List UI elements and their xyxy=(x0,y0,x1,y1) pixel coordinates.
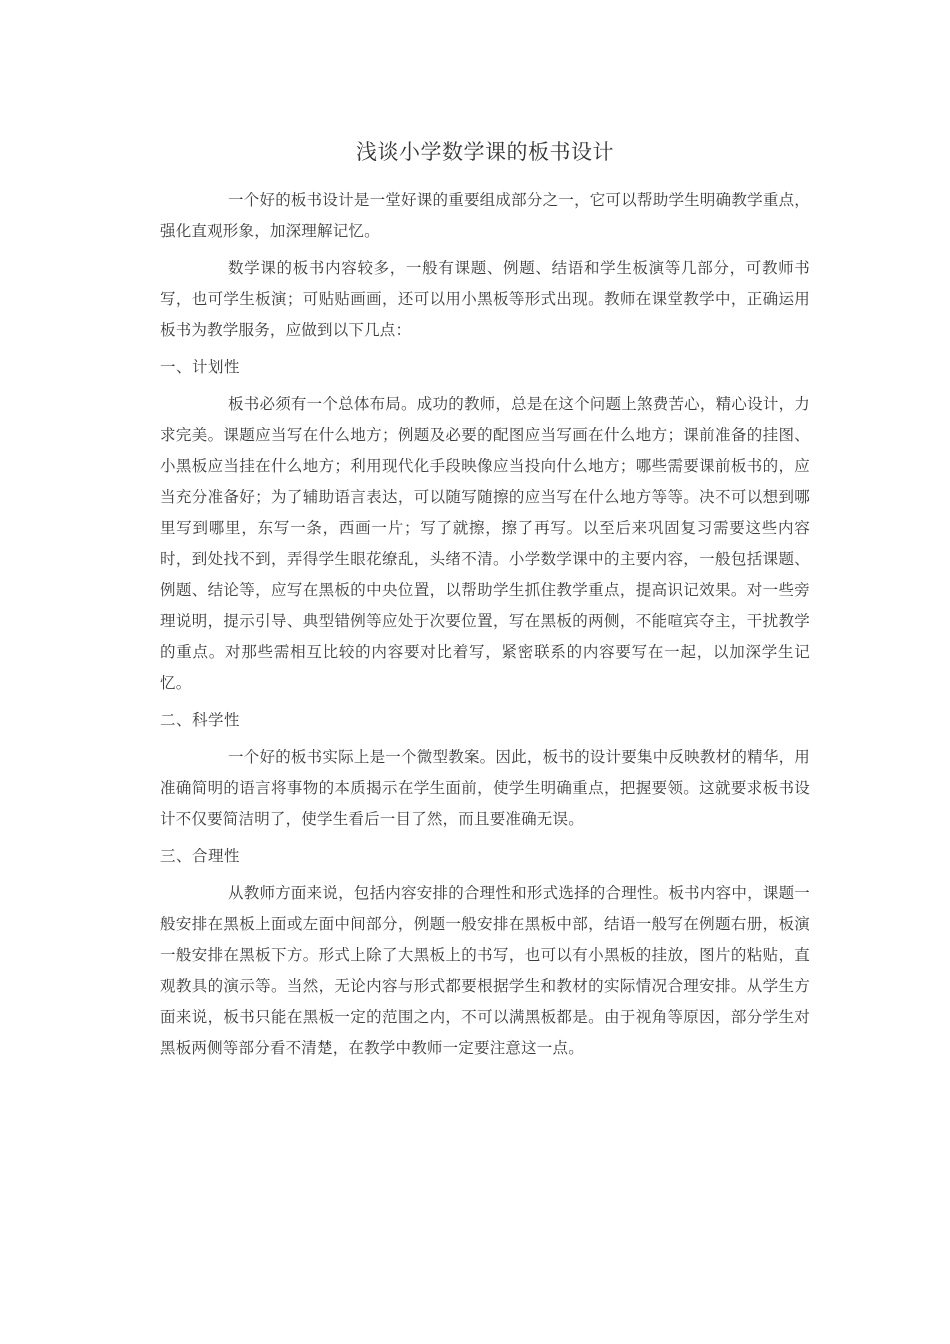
intro-paragraph-1: 一个好的板书设计是一堂好课的重要组成部分之一，它可以帮助学生明确教学重点，强化直观形象，加深理解记忆。 xyxy=(160,191,810,240)
section-text-planning: 板书必须有一个总体布局。成功的教师，总是在这个问题上煞费苦心，精心设计，力求完美。课题应当写在什么地方；例题及必要的配图应当写画在什么地方；课前准备的挂图、小黑板应当挂在什么地方；利用现代化手段映像应当投向什么地方；哪些需要课前板书的，应当充分准备好；为了辅助语言表达，可以随写随擦的应当写在什么地方等等。决不可以想到哪里写到哪里，东写一条，西画一片；写了就擦，擦了再写。以至后来巩固复习需要这些内容时，到处找不到，弄得学生眼花缭乱，头绪不清。小学数学课中的主要内容，一般包括课题、例题、结论等，应写在黑板的中央位置，以帮助学生抓住教学重点，提高识记效果。对一些旁理说明，提示引导、典型错例等应处于次要位置，写在黑板的两侧，不能喧宾夺主，干扰教学的重点。对那些需相互比较的内容要对比着写，紧密联系的内容要写在一起，以加深学生记忆。 xyxy=(160,395,810,692)
intro-paragraph-2: 数学课的板书内容较多，一般有课题、例题、结语和学生板演等几部分，可教师书写，也可学生板演；可贴贴画画，还可以用小黑板等形式出现。教师在课堂教学中，正确运用板书为教学服务，应做到以下几点： xyxy=(160,259,810,339)
document-body xyxy=(160,185,810,1070)
section-heading-planning: 一、计划性 xyxy=(160,358,241,376)
section-heading-scientific: 二、科学性 xyxy=(160,711,241,729)
section-heading-rational: 三、合理性 xyxy=(160,847,241,865)
document-title: 浅谈小学数学课的板书设计 xyxy=(356,140,614,164)
section-text-scientific: 一个好的板书实际上是一个微型教案。因此，板书的设计要集中反映教材的精华，用准确简明的语言将事物的本质揭示在学生面前，使学生明确重点，把握要领。这就要求板书设计不仅要简洁明了，使学生看后一目了然，而且要准确无误。 xyxy=(160,748,810,828)
section-text-rational: 从教师方面来说，包括内容安排的合理性和形式选择的合理性。板书内容中，课题一般安排在黑板上面或左面中间部分，例题一般安排在黑板中部，结语一般写在例题右册，板演一般安排在黑板下方。形式上除了大黑板上的书写，也可以有小黑板的挂放，图片的粘贴，直观教具的演示等。当然，无论内容与形式都要根据学生和教材的实际情况合理安排。从学生方面来说，板书只能在黑板一定的范围之内，不可以满黑板都是。由于视角等原因，部分学生对黑板两侧等部分看不清楚，在教学中教师一定要注意这一点。 xyxy=(160,884,810,1057)
